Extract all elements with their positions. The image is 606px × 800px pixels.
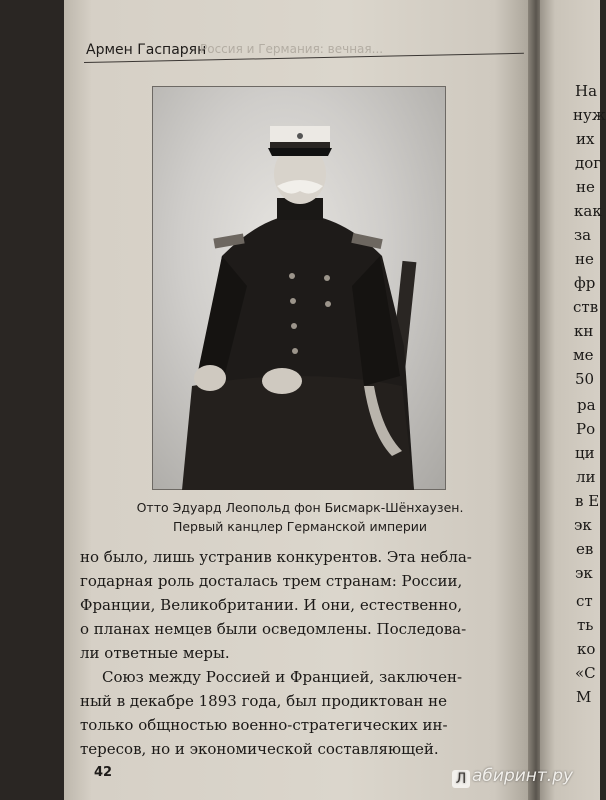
right-page-fragment: ств: [573, 298, 599, 316]
right-page-fragment: ци: [575, 444, 595, 462]
portrait-photo: [152, 86, 446, 490]
right-page-fragment: эк: [574, 516, 592, 534]
right-page-fragment: их: [576, 130, 595, 148]
right-page-fragment: фр: [574, 274, 596, 292]
right-page-fragment: нуж: [573, 106, 606, 124]
right-page-fragment: На: [575, 82, 598, 100]
right-page-fragment: ли: [576, 468, 596, 486]
labirint-watermark: [452, 766, 573, 788]
right-page-fragment: в Е: [575, 492, 600, 510]
right-page-fragment: как: [574, 202, 602, 220]
right-page-fragment: дог: [575, 154, 602, 172]
running-header-author: Армен Гаспарян: [86, 42, 207, 58]
body-line-6: Союз между Россией и Францией, заключен-: [102, 668, 463, 686]
right-page-fragment: Ро: [576, 420, 596, 438]
right-page-fragment: ме: [573, 346, 594, 364]
right-page-fragment: не: [575, 250, 594, 268]
body-line-5: ли ответные меры.: [80, 644, 230, 662]
right-page-fragment: «С: [575, 664, 596, 682]
right-page-fragment: ев: [576, 540, 594, 558]
right-page-fragment: за: [574, 226, 592, 244]
body-line-7: ный в декабре 1893 года, был продиктован не: [80, 692, 448, 710]
body-line-4: о планах немцев были осведомлены. Последова-: [80, 620, 467, 638]
body-line-1: но было, лишь устранив конкурентов. Эта небла-: [80, 548, 472, 566]
right-page-fragment: эк: [575, 564, 593, 582]
photo-caption-line1: Отто Эдуард Леопольд фон Бисмарк-Шёнхаузен.: [136, 500, 464, 515]
watermark-text: абиринт.ру: [472, 766, 574, 786]
right-page-fragment: не: [576, 178, 595, 196]
page-number: 42: [94, 765, 113, 780]
body-line-2: годарная роль досталась трем странам: России,: [80, 572, 463, 590]
photo-caption-line2: Первый канцлер Германской империи: [172, 519, 428, 534]
right-page-fragment: кн: [574, 322, 594, 340]
body-line-8: только общностью военно-стратегических ин-: [80, 716, 448, 734]
right-page-fragment: ко: [577, 640, 596, 658]
right-page-fragment: ра: [577, 396, 596, 414]
right-page-fragment: 50: [575, 370, 595, 388]
right-page-fragment: ст: [576, 592, 593, 610]
right-page-fragment: ть: [577, 616, 594, 634]
body-line-9: тересов, но и экономической составляющей.: [80, 740, 439, 758]
watermark-logo-icon: Л: [452, 770, 470, 788]
right-page-fragment: М: [576, 688, 592, 706]
portrait-illustration: [152, 86, 446, 490]
running-header-title: Россия и Германия: вечная...: [200, 42, 384, 56]
body-line-3: Франции, Великобритании. И они, естественно,: [80, 596, 463, 614]
